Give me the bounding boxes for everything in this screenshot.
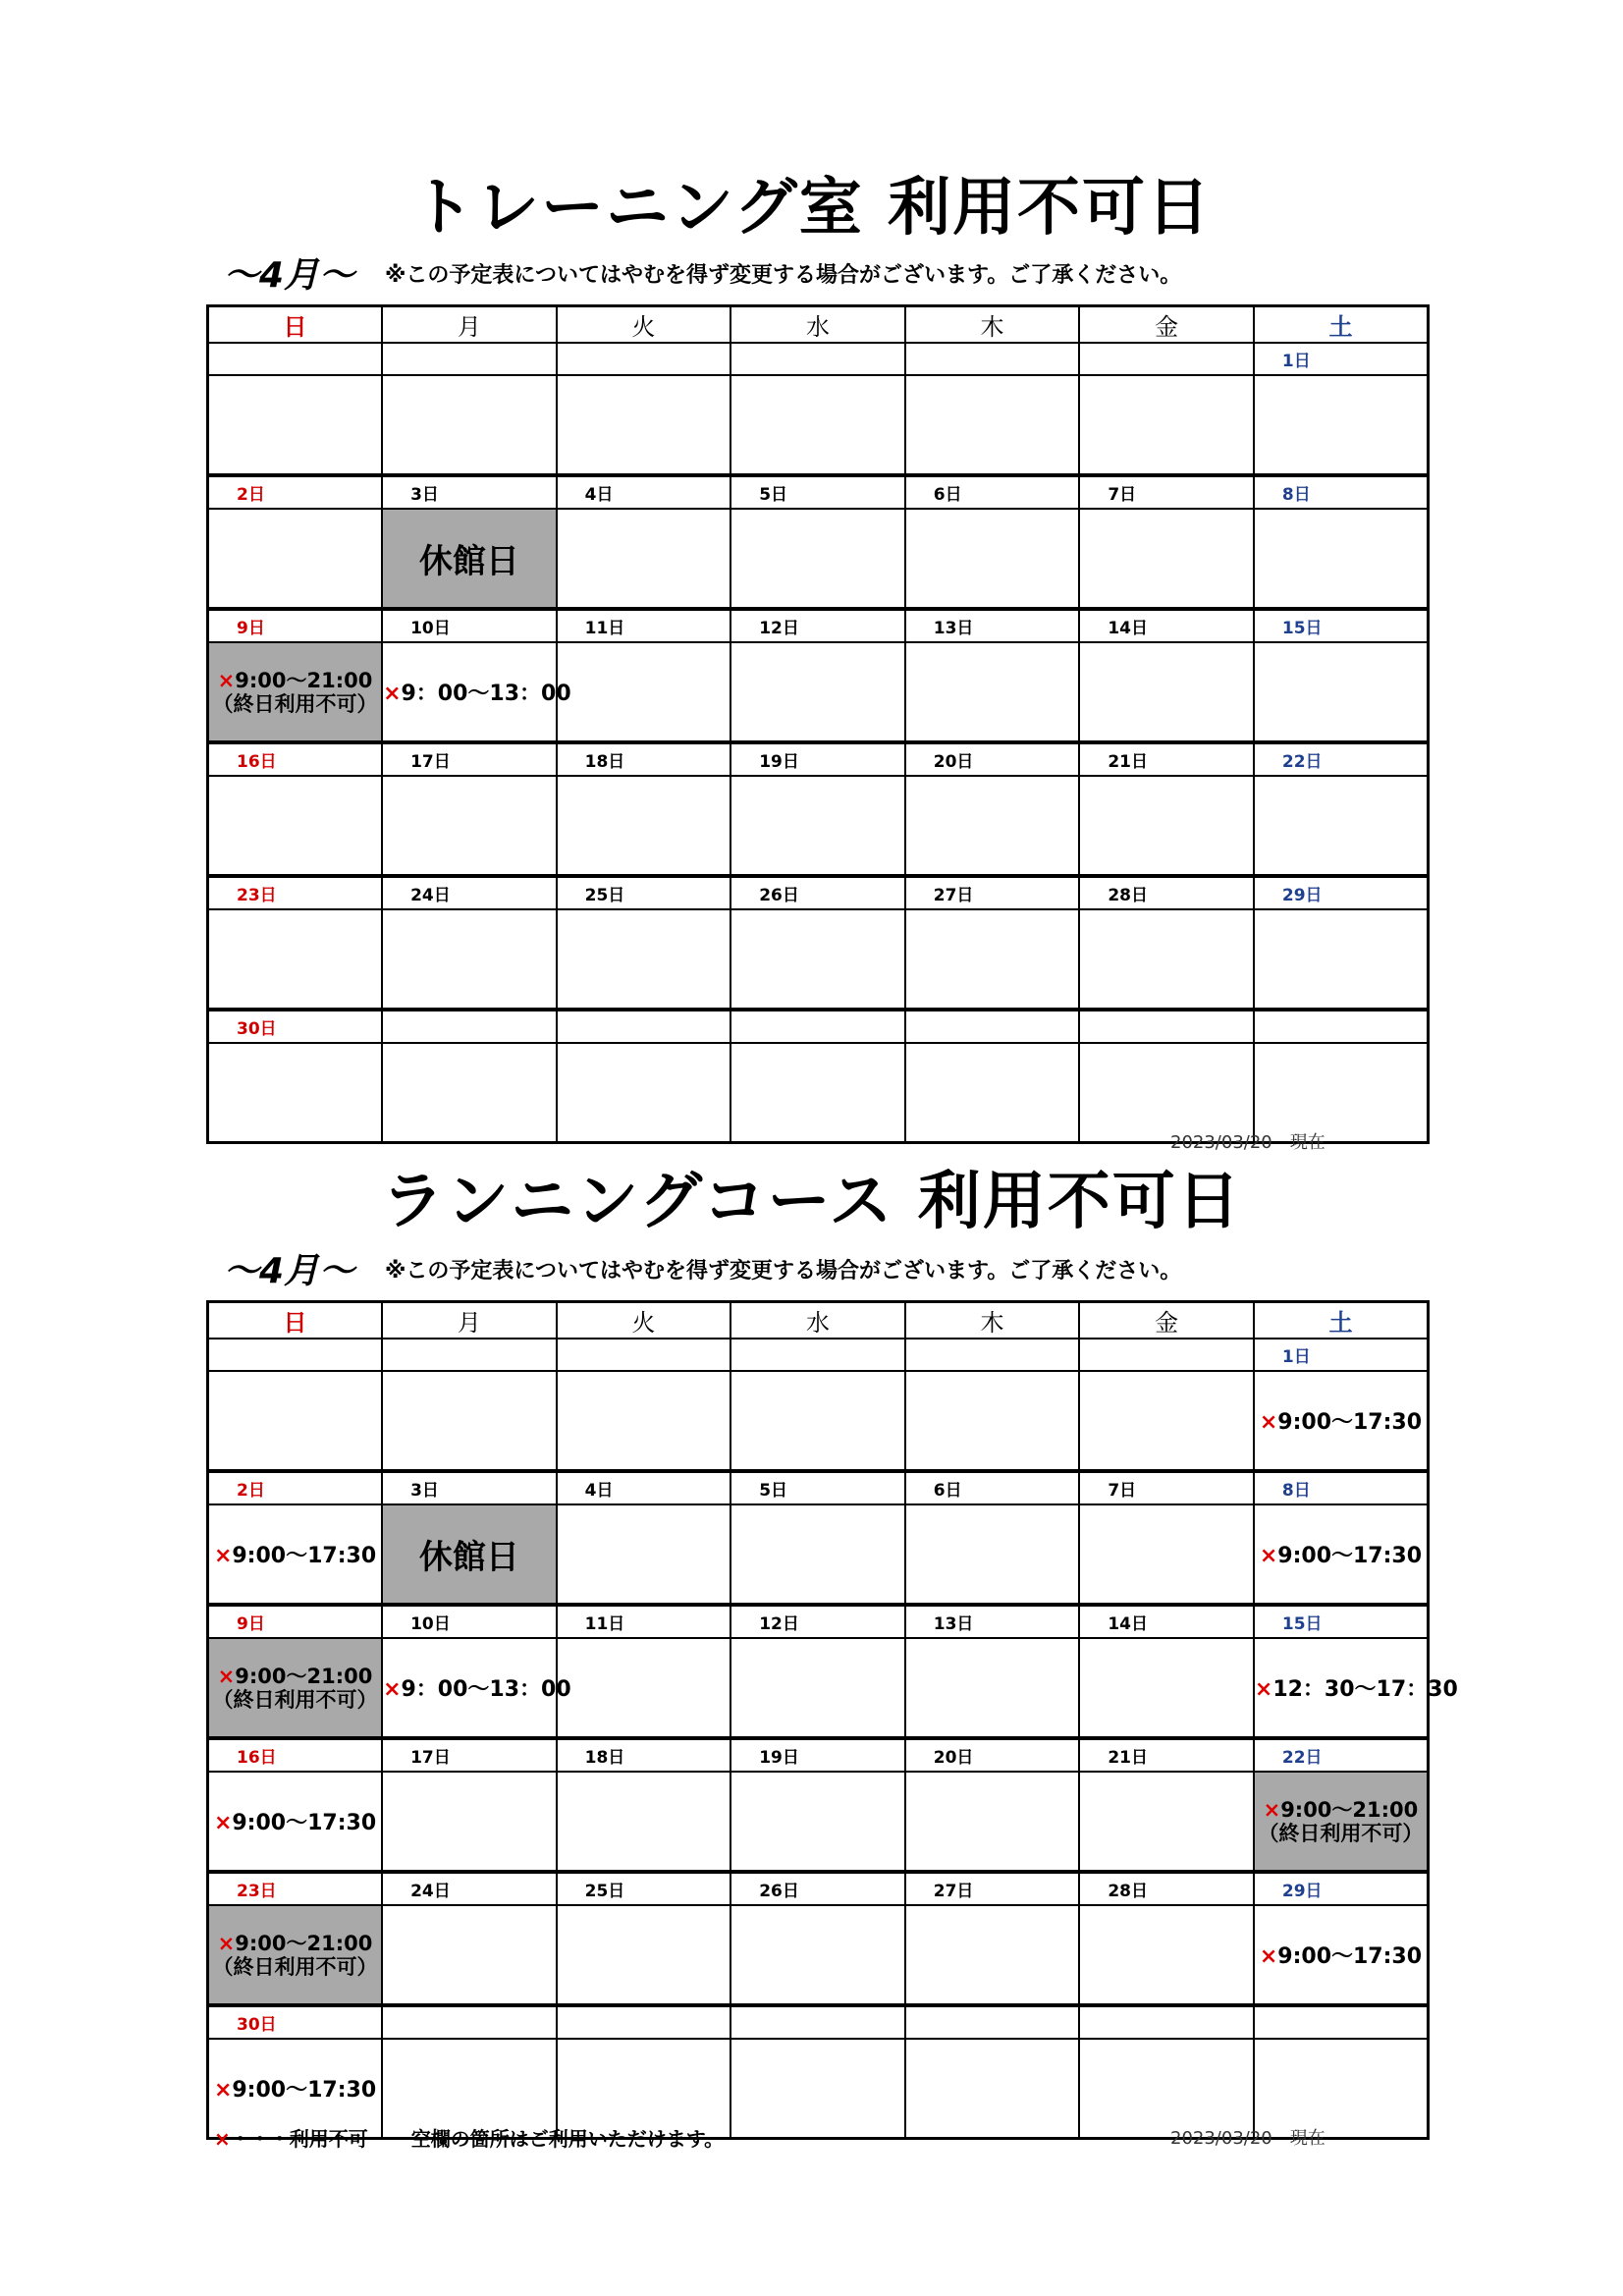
date-cell: 8日 <box>1254 1471 1429 1504</box>
date-cell: 3日 <box>382 475 557 509</box>
date-cell <box>557 343 731 375</box>
month-label: 〜4月〜 <box>224 1251 355 1291</box>
unavailable-time <box>383 677 571 707</box>
unavailable-time <box>209 1539 381 1569</box>
date-cell <box>1254 1010 1429 1043</box>
date-cell: 19日 <box>730 742 905 776</box>
date-cell: 23日 <box>208 1872 383 1905</box>
day-cell <box>382 1043 557 1143</box>
day-cell <box>730 642 905 742</box>
date-cell: 10日 <box>382 609 557 642</box>
date-cell: 9日 <box>208 1605 383 1638</box>
day-cell <box>905 1905 1080 2005</box>
day-cell <box>1079 909 1254 1010</box>
date-cell <box>557 2005 731 2039</box>
time-range: 9:00〜17:30 <box>1277 1544 1423 1568</box>
day-cell <box>1254 642 1429 742</box>
date-cell: 21日 <box>1079 742 1254 776</box>
date-cell: 9日 <box>208 609 383 642</box>
time-range: 9:00〜17:30 <box>1277 1944 1423 1969</box>
day-cell <box>730 1043 905 1143</box>
unavailable-time <box>1255 1940 1427 1970</box>
day-cell <box>1079 1504 1254 1605</box>
day-cell <box>1079 509 1254 609</box>
weekday-header: 月 <box>382 306 557 344</box>
time-range: 9:00〜21:00 <box>235 668 373 692</box>
calendar-title: トレーニング室 利用不可日 <box>411 172 1212 245</box>
unavailable-time <box>209 1806 381 1836</box>
day-cell <box>730 1772 905 1872</box>
date-cell <box>382 1339 557 1371</box>
weekday-header: 水 <box>730 1302 905 1339</box>
date-cell: 22日 <box>1254 742 1429 776</box>
weekday-header: 木 <box>905 1302 1080 1339</box>
day-cell <box>208 1638 383 1738</box>
date-cell: 21日 <box>1079 1738 1254 1772</box>
closed-day-label: 休館日 <box>418 542 519 581</box>
date-cell: 2日 <box>208 475 383 509</box>
date-cell: 20日 <box>905 742 1080 776</box>
date-cell: 28日 <box>1079 876 1254 909</box>
date-cell <box>905 1010 1080 1043</box>
day-cell <box>1254 509 1429 609</box>
day-cell <box>1079 1772 1254 1872</box>
time-range: 9:00〜17:30 <box>1277 1410 1423 1435</box>
unavailable-mark: × <box>1254 1677 1273 1702</box>
day-cell <box>905 2039 1080 2139</box>
day-cell <box>208 642 383 742</box>
unavailable-mark: × <box>1259 1944 1278 1969</box>
date-cell: 18日 <box>557 742 731 776</box>
day-cell <box>1079 375 1254 475</box>
day-cell <box>1079 776 1254 876</box>
unavailable-mark: × <box>1263 1797 1281 1822</box>
day-cell <box>730 1371 905 1471</box>
legend-mark-label: ・・・利用不可 <box>230 2127 368 2151</box>
day-cell <box>905 1638 1080 1738</box>
date-cell: 8日 <box>1254 475 1429 509</box>
as-of-date: 2023/03/20 現在 <box>1170 2128 1325 2149</box>
weekday-header: 土 <box>1254 1302 1429 1339</box>
month-label: 〜4月〜 <box>224 255 355 296</box>
date-cell: 12日 <box>730 609 905 642</box>
time-range: 9:00〜21:00 <box>235 1664 373 1688</box>
day-cell <box>905 509 1080 609</box>
date-cell: 24日 <box>382 1872 557 1905</box>
date-cell: 13日 <box>905 609 1080 642</box>
date-cell: 1日 <box>1254 1339 1429 1371</box>
day-cell <box>557 509 731 609</box>
time-range: 9:00〜17:30 <box>232 2078 377 2103</box>
date-cell <box>208 343 383 375</box>
day-cell <box>730 776 905 876</box>
date-cell: 18日 <box>557 1738 731 1772</box>
time-range: 9:00〜17:30 <box>232 1544 377 1568</box>
day-cell <box>905 1504 1080 1605</box>
day-cell <box>1254 1371 1429 1471</box>
date-cell: 28日 <box>1079 1872 1254 1905</box>
date-cell <box>730 343 905 375</box>
date-cell: 1日 <box>1254 343 1429 375</box>
day-cell <box>1254 776 1429 876</box>
calendar-table <box>206 1300 1458 2140</box>
date-cell: 25日 <box>557 876 731 909</box>
weekday-header: 金 <box>1079 1302 1254 1339</box>
date-cell: 19日 <box>730 1738 905 1772</box>
date-cell: 20日 <box>905 1738 1080 1772</box>
weekday-header: 日 <box>208 1302 383 1339</box>
date-cell: 11日 <box>557 1605 731 1638</box>
day-cell <box>1254 1905 1429 2005</box>
weekday-header: 水 <box>730 306 905 344</box>
date-cell <box>382 2005 557 2039</box>
time-range: 9:00〜17:30 <box>232 1811 377 1835</box>
date-cell: 11日 <box>557 609 731 642</box>
weekday-header: 土 <box>1254 306 1429 344</box>
day-cell <box>905 1371 1080 1471</box>
unavailable-mark: × <box>214 2127 231 2151</box>
day-cell <box>208 1905 383 2005</box>
day-cell <box>208 1772 383 1872</box>
unavailable-time <box>1254 1672 1458 1703</box>
day-cell <box>1254 909 1429 1010</box>
schedule-note: ※この予定表についてはやむを得ず変更する場合がございます。ご了承ください。 <box>385 263 1182 288</box>
weekday-header: 木 <box>905 306 1080 344</box>
date-cell: 15日 <box>1254 609 1429 642</box>
all-day-note: （終日利用不可） <box>1258 1821 1424 1845</box>
unavailable-mark: × <box>217 1664 236 1688</box>
date-cell: 7日 <box>1079 1471 1254 1504</box>
date-cell: 27日 <box>905 876 1080 909</box>
date-cell: 29日 <box>1254 876 1429 909</box>
date-cell: 24日 <box>382 876 557 909</box>
weekday-header: 火 <box>557 1302 731 1339</box>
all-day-note: （終日利用不可） <box>212 1954 378 1979</box>
day-cell <box>557 1371 731 1471</box>
date-cell: 4日 <box>557 475 731 509</box>
day-cell <box>382 1371 557 1471</box>
day-cell <box>208 1043 383 1143</box>
unavailable-mark: × <box>213 1544 233 1568</box>
day-cell <box>557 642 731 742</box>
all-day-unavailable <box>209 669 381 716</box>
day-cell <box>382 1638 571 1738</box>
date-cell: 22日 <box>1254 1738 1429 1772</box>
day-cell <box>208 375 383 475</box>
unavailable-mark: × <box>383 1677 402 1702</box>
day-cell <box>382 1905 557 2005</box>
closed-day-label: 休館日 <box>418 1538 519 1577</box>
time-range: 9：00〜13：00 <box>401 1677 571 1702</box>
legend-blank-note: 空欄の箇所はご利用いただけます。 <box>410 2127 725 2151</box>
date-cell: 7日 <box>1079 475 1254 509</box>
unavailable-time <box>383 1672 571 1703</box>
date-cell: 10日 <box>382 1605 557 1638</box>
day-cell <box>730 1504 905 1605</box>
date-cell <box>382 1010 557 1043</box>
day-cell <box>1079 1638 1254 1738</box>
date-cell: 27日 <box>905 1872 1080 1905</box>
day-cell <box>382 509 557 609</box>
unavailable-mark: × <box>213 2078 233 2103</box>
unavailable-time <box>1255 1405 1427 1436</box>
day-cell <box>730 375 905 475</box>
day-cell <box>382 776 557 876</box>
date-cell <box>905 2005 1080 2039</box>
date-cell: 5日 <box>730 475 905 509</box>
date-cell <box>1254 2005 1429 2039</box>
calendar-table <box>206 304 1430 1144</box>
day-cell <box>557 909 731 1010</box>
weekday-header: 月 <box>382 1302 557 1339</box>
date-cell: 26日 <box>730 876 905 909</box>
day-cell <box>905 776 1080 876</box>
day-cell <box>905 909 1080 1010</box>
day-cell <box>730 909 905 1010</box>
day-cell <box>905 1772 1080 1872</box>
all-day-note: （終日利用不可） <box>212 1687 378 1712</box>
date-cell: 5日 <box>730 1471 905 1504</box>
day-cell <box>557 1043 731 1143</box>
date-cell: 4日 <box>557 1471 731 1504</box>
day-cell <box>1079 642 1254 742</box>
date-cell: 2日 <box>208 1471 383 1504</box>
date-cell: 17日 <box>382 1738 557 1772</box>
date-cell <box>730 1339 905 1371</box>
calendar-title: ランニングコース 利用不可日 <box>381 1166 1242 1238</box>
day-cell <box>905 1043 1080 1143</box>
day-cell <box>382 1504 557 1605</box>
day-cell <box>382 909 557 1010</box>
weekday-header: 日 <box>208 306 383 344</box>
day-cell <box>382 642 571 742</box>
date-cell: 6日 <box>905 475 1080 509</box>
day-cell <box>382 375 557 475</box>
date-cell: 13日 <box>905 1605 1080 1638</box>
legend <box>214 2123 724 2152</box>
time-range: 9:00〜21:00 <box>235 1931 373 1955</box>
date-cell: 30日 <box>208 1010 383 1043</box>
time-range: 9：00〜13：00 <box>401 682 571 706</box>
day-cell <box>208 909 383 1010</box>
unavailable-mark: × <box>217 1931 236 1955</box>
date-cell: 14日 <box>1079 1605 1254 1638</box>
day-cell <box>208 1371 383 1471</box>
date-cell: 12日 <box>730 1605 905 1638</box>
as-of-date: 2023/03/20 現在 <box>1170 1132 1325 1153</box>
time-range: 12：30〜17：30 <box>1272 1677 1458 1702</box>
day-cell <box>730 1638 905 1738</box>
day-cell <box>208 509 383 609</box>
date-cell <box>1079 343 1254 375</box>
day-cell <box>557 1504 731 1605</box>
date-cell <box>1079 1010 1254 1043</box>
date-cell: 16日 <box>208 1738 383 1772</box>
date-cell: 17日 <box>382 742 557 776</box>
date-cell <box>382 343 557 375</box>
day-cell <box>557 776 731 876</box>
day-cell <box>557 1772 731 1872</box>
day-cell <box>557 1905 731 2005</box>
date-cell <box>557 1339 731 1371</box>
day-cell <box>208 776 383 876</box>
date-cell: 16日 <box>208 742 383 776</box>
day-cell <box>1254 375 1429 475</box>
unavailable-time <box>209 2073 381 2104</box>
weekday-header: 火 <box>557 306 731 344</box>
day-cell <box>730 2039 905 2139</box>
day-cell <box>1079 1371 1254 1471</box>
date-cell <box>557 1010 731 1043</box>
date-cell <box>905 343 1080 375</box>
date-cell <box>730 2005 905 2039</box>
date-cell: 23日 <box>208 876 383 909</box>
date-cell <box>905 1339 1080 1371</box>
day-cell <box>557 1638 731 1738</box>
date-cell: 6日 <box>905 1471 1080 1504</box>
date-cell <box>1079 2005 1254 2039</box>
date-cell <box>208 1339 383 1371</box>
day-cell <box>1254 1504 1429 1605</box>
date-cell: 15日 <box>1254 1605 1429 1638</box>
date-cell: 25日 <box>557 1872 731 1905</box>
unavailable-time <box>1255 1539 1427 1569</box>
day-cell <box>1079 1905 1254 2005</box>
unavailable-mark: × <box>1259 1544 1278 1568</box>
day-cell <box>1254 1638 1458 1738</box>
day-cell <box>730 509 905 609</box>
date-cell: 30日 <box>208 2005 383 2039</box>
day-cell <box>382 1772 557 1872</box>
weekday-header: 金 <box>1079 306 1254 344</box>
date-cell <box>1079 1339 1254 1371</box>
day-cell <box>208 1504 383 1605</box>
all-day-note: （終日利用不可） <box>212 691 378 716</box>
unavailable-mark: × <box>1259 1410 1278 1435</box>
day-cell <box>1254 1772 1429 1872</box>
unavailable-mark: × <box>213 1811 233 1835</box>
day-cell <box>557 375 731 475</box>
day-cell <box>905 375 1080 475</box>
date-cell: 3日 <box>382 1471 557 1504</box>
day-cell <box>730 1905 905 2005</box>
unavailable-mark: × <box>383 682 402 706</box>
date-cell: 29日 <box>1254 1872 1429 1905</box>
all-day-unavailable <box>209 1665 381 1712</box>
schedule-note: ※この予定表についてはやむを得ず変更する場合がございます。ご了承ください。 <box>385 1259 1182 1284</box>
day-cell <box>905 642 1080 742</box>
unavailable-mark: × <box>217 668 236 692</box>
time-range: 9:00〜21:00 <box>1280 1797 1419 1822</box>
all-day-unavailable <box>209 1932 381 1979</box>
date-cell: 14日 <box>1079 609 1254 642</box>
date-cell <box>730 1010 905 1043</box>
all-day-unavailable <box>1255 1798 1427 1845</box>
date-cell: 26日 <box>730 1872 905 1905</box>
